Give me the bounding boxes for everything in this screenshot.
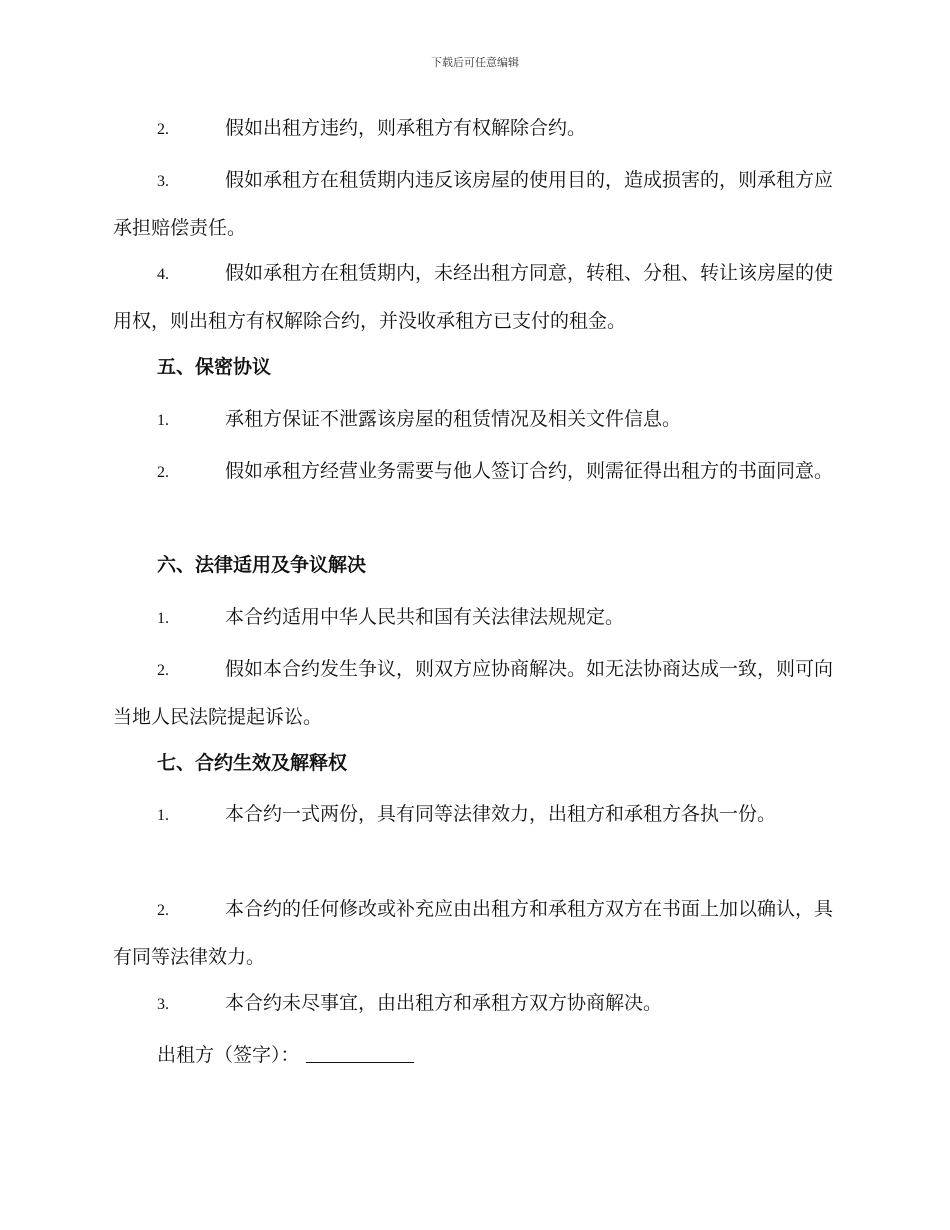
item-number: 2.: [157, 902, 169, 919]
signature-label: 出租方（签字）：: [157, 1044, 300, 1066]
section-heading: 七、合约生效及解释权: [157, 752, 348, 774]
item-text: 本合约适用中华人民共和国有关法律法规规定。: [225, 606, 625, 628]
item-text: 本合约未尽事宜，由出租方和承租方双方协商解决。: [225, 992, 663, 1014]
list-item: [113, 594, 838, 642]
item-text: 假如承租方经营业务需要与他人签订合约，则需征得出租方的书面同意。: [225, 460, 834, 482]
item-number: 3.: [157, 996, 169, 1013]
item-text: 假如承租方在租赁期内，未经出租方同意，转租、分租、转让该房屋的使用权，则出租方有权解除合约，并没收承租方已支付的租金。: [113, 262, 834, 332]
item-number: 2.: [157, 464, 169, 481]
section-heading: 五、保密协议: [157, 356, 272, 378]
item-text: 假如承租方在租赁期内违反该房屋的使用目的，造成损害的，则承租方应承担赔偿责任。: [113, 169, 834, 239]
item-number: 1.: [157, 807, 169, 824]
item-number: 2.: [157, 662, 169, 679]
item-number: 1.: [157, 610, 169, 627]
list-item: [113, 791, 838, 839]
signature-line: [157, 1032, 414, 1078]
item-text: 本合约的任何修改或补充应由出租方和承租方双方在书面上加以确认，具有同等法律效力。: [113, 898, 834, 968]
item-text: 假如出租方违约，则承租方有权解除合约。: [225, 117, 587, 139]
item-number: 2.: [157, 121, 169, 138]
list-item: [113, 448, 838, 496]
item-text: 承租方保证不泄露该房屋的租赁情况及相关文件信息。: [225, 408, 682, 430]
page-header-note: 下载后可任意编辑: [431, 56, 519, 69]
list-item: [113, 105, 838, 153]
item-number: 3.: [157, 173, 169, 190]
list-item: [113, 646, 838, 740]
item-text: 假如本合约发生争议，则双方应协商解决。如无法协商达成一致，则可向当地人民法院提起诉讼。: [113, 658, 834, 728]
list-item: [113, 396, 838, 444]
list-item: [113, 157, 838, 251]
item-text: 本合约一式两份，具有同等法律效力，出租方和承租方各执一份。: [225, 803, 777, 825]
section-heading: 六、法律适用及争议解决: [157, 554, 367, 576]
list-item: [113, 980, 838, 1028]
item-number: 4.: [157, 266, 169, 283]
item-number: 1.: [157, 412, 169, 429]
list-item: [113, 250, 838, 344]
list-item: [113, 886, 838, 980]
signature-blank: [306, 1042, 414, 1063]
